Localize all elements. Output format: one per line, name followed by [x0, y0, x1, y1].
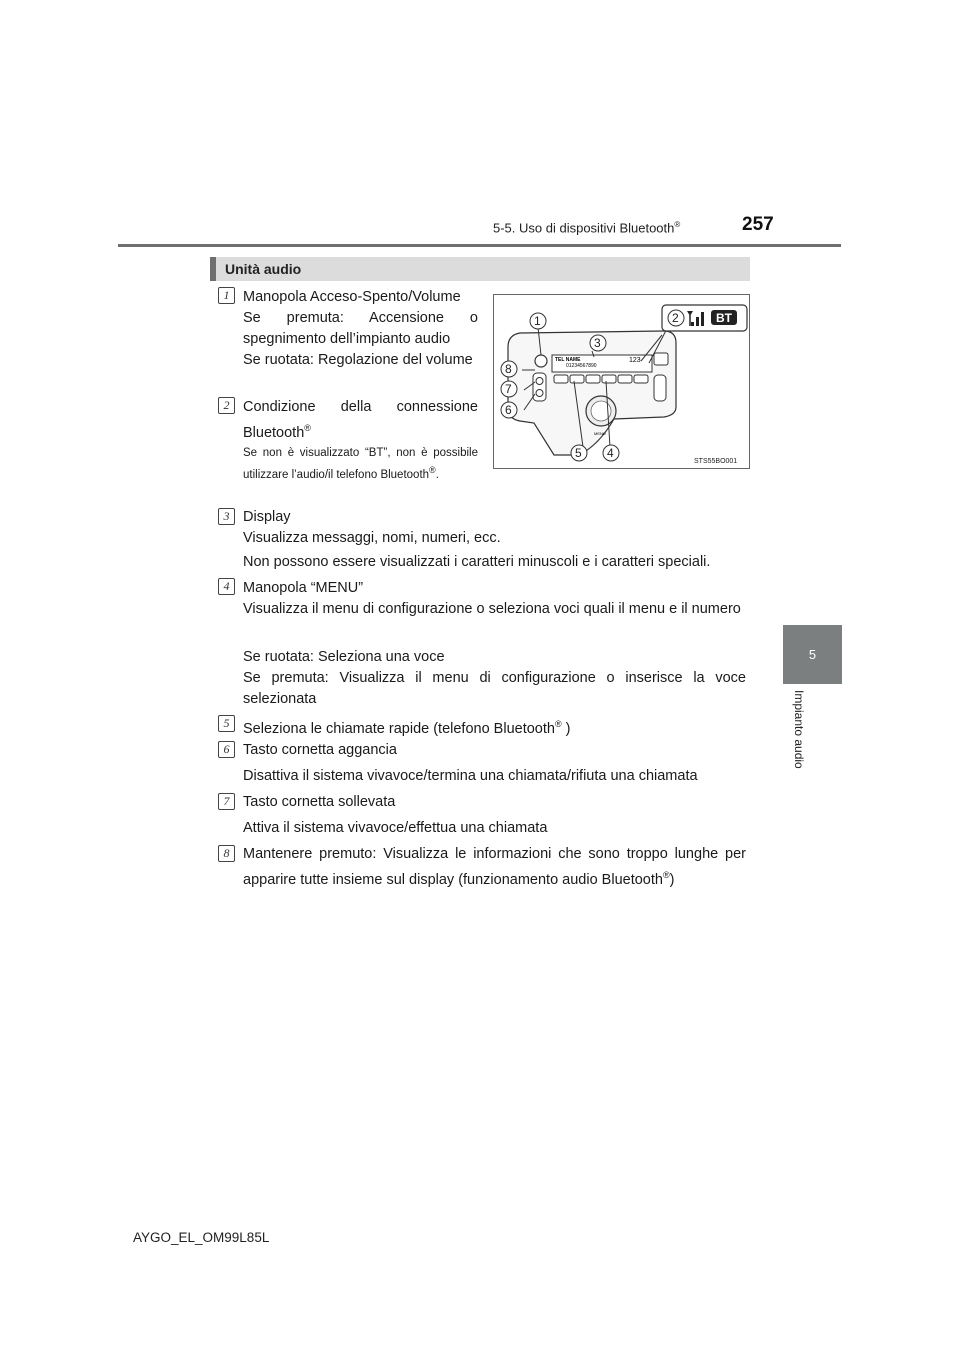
item-2-note: Se non è visualizzato “BT”, non è possibile utilizzare l’audio/il telefono Bluetooth®. — [243, 447, 478, 481]
item-number-5: 5 — [218, 714, 235, 732]
section-title-bar — [210, 257, 750, 281]
item-4-title: Manopola “MENU” — [243, 580, 364, 596]
audio-unit-figure — [493, 294, 750, 469]
header-divider — [118, 244, 841, 247]
figure-code: STS55BO001 — [694, 458, 738, 465]
section-header: 5-5. Uso di dispositivi Bluetooth® — [493, 220, 681, 236]
power-volume-knob — [535, 355, 547, 367]
svg-text:5: 5 — [575, 446, 582, 460]
svg-text:1: 1 — [534, 314, 541, 328]
item-number-6: 6 — [218, 740, 235, 758]
item-number-7: 7 — [218, 792, 235, 810]
item-6-title: Tasto cornetta aggancia — [243, 742, 397, 758]
item-number-4: 4 — [218, 577, 235, 595]
item-number-8: 8 — [218, 844, 235, 862]
svg-text:7: 7 — [505, 382, 512, 396]
item-number-1: 1 — [218, 286, 235, 304]
item-7-line-1: Attiva il sistema vivavoce/effettua una chiamata — [243, 820, 548, 836]
audio-unit-illustration — [494, 295, 749, 468]
item-8-title: Mantenere premuto: Visualizza le informazioni che sono troppo lunghe per apparire tutte insieme sul display (funzionamento audio Bluetooth®) — [243, 846, 746, 888]
callout-7 — [501, 381, 517, 397]
callout-1 — [530, 313, 546, 329]
menu-knob-label: MENU — [594, 431, 606, 436]
item-4-line-2: Se ruotata: Seleziona una voce — [243, 649, 445, 665]
bt-icon-label: BT — [716, 311, 732, 325]
callout-8 — [501, 361, 517, 377]
item-number-2: 2 — [218, 396, 235, 414]
item-3-line-2: Non possono essere visualizzati i caratteri minuscoli e i caratteri speciali. — [243, 554, 711, 570]
item-7-title: Tasto cornetta sollevata — [243, 794, 396, 810]
chapter-label: Impianto audio — [792, 690, 806, 769]
callout-2 — [668, 310, 684, 326]
item-1-line-1: Se premuta: Accensione o spegnimento dell’impianto audio — [243, 310, 478, 347]
item-3-title: Display — [243, 509, 291, 525]
display-right: 123 — [629, 357, 641, 364]
section-title: Unità audio — [225, 261, 302, 277]
callout-3 — [590, 335, 606, 351]
display-line1: TEL NAME — [555, 357, 581, 363]
callout-6 — [501, 402, 517, 418]
document-code: AYGO_EL_OM99L85L — [133, 1230, 270, 1245]
svg-text:2: 2 — [672, 311, 679, 325]
item-4-line-1: Visualizza il menu di configurazione o seleziona voci quali il menu e il numero — [243, 601, 741, 617]
page-number: 257 — [742, 214, 774, 235]
svg-text:3: 3 — [594, 336, 601, 350]
callout-5 — [571, 445, 587, 461]
display-number: 01234567890 — [566, 363, 597, 369]
item-5-title: Seleziona le chiamate rapide (telefono Bluetooth® ) — [243, 719, 571, 737]
item-number-3: 3 — [218, 507, 235, 525]
item-2-title: Condizione della connessione Bluetooth® — [243, 399, 478, 441]
item-4-line-3: Se premuta: Visualizza il menu di configurazione o inserisce la voce selezionata — [243, 670, 746, 707]
svg-text:6: 6 — [505, 403, 512, 417]
chapter-tab: 5 — [783, 625, 842, 684]
item-1-line-2: Se ruotata: Regolazione del volume — [243, 352, 473, 368]
svg-text:4: 4 — [607, 446, 614, 460]
item-6-line-1: Disattiva il sistema vivavoce/termina una chiamata/rifiuta una chiamata — [243, 768, 698, 784]
item-3-line-1: Visualizza messaggi, nomi, numeri, ecc. — [243, 530, 501, 546]
item-1-title: Manopola Acceso-Spento/Volume — [243, 289, 461, 305]
svg-text:8: 8 — [505, 362, 512, 376]
callout-4 — [603, 445, 619, 461]
